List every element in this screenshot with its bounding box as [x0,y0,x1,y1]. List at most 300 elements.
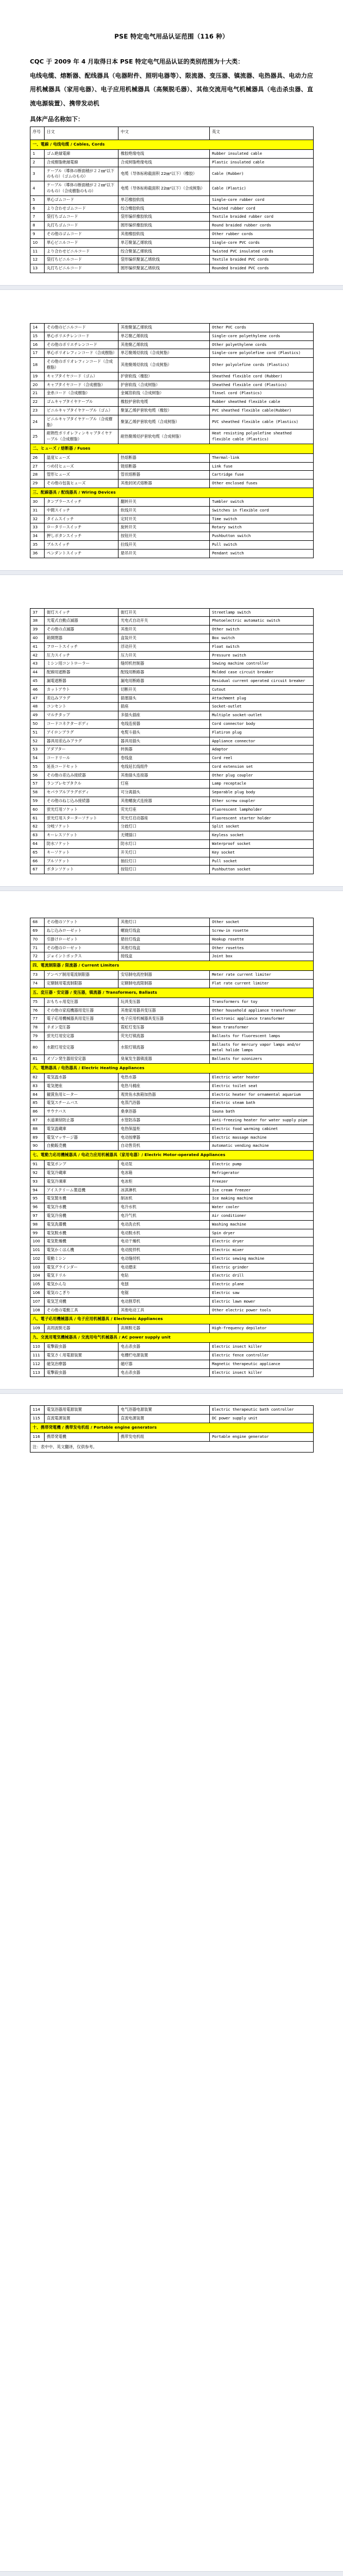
cell-chinese: 电动洗衣机 [119,1220,210,1229]
cell-english: Other household appliance transformer [210,1006,314,1015]
page-content [0,32,343,285]
cell-chinese: 定时开关 [119,515,210,523]
cell-chinese: 其他聚乙烯软线 [119,340,210,349]
cell-no: 28 [30,471,45,479]
table-row [30,1116,314,1125]
cell-english: Other polyolefine cords (Plastics) [210,358,314,372]
intro-paragraph-1: CQC 于 2009 年 4 月取得日本 PSE 特定电气用品认证的类别范围为十大类： [30,58,244,65]
cell-english: Transformers for toy [210,997,314,1006]
cell-japanese: 観賞魚用ヒーター [45,1090,119,1099]
page-content [0,1394,343,2571]
cell-no: 33 [30,523,45,532]
page-bottom-margin [30,273,313,285]
cell-no: 45 [30,677,45,685]
cell-english: Fluorescent starter holder [210,814,314,823]
cell-english: Other switch [210,626,314,634]
cell-chinese: 其他电动工具 [119,1306,210,1315]
table-row [30,372,314,381]
cell-chinese: 电线连接器 [119,719,210,728]
cell-japanese: 蛍光灯用スターターソケット [45,814,119,823]
cell-english: Other rosettes [210,944,314,952]
category-header-row [30,140,314,150]
cell-english: Switches in flexible cord [210,506,314,515]
cell-chinese: 荧光灯座 [119,805,210,814]
cell-no: 103 [30,1263,45,1272]
cell-chinese: 盒装开关 [119,634,210,642]
cell-no: 56 [30,771,45,780]
table-row [30,668,314,677]
cell-chinese: 制冰机 [119,1195,210,1203]
cell-japanese: 丸打ちゴムコード [45,222,119,230]
table-row [30,703,314,711]
cell-japanese: 電気製氷機 [45,1195,119,1203]
cell-no: 47 [30,694,45,703]
cell-japanese: 電動ミシン [45,1254,119,1263]
cell-no: 8 [30,222,45,230]
cell-no: 101 [30,1246,45,1255]
cell-japanese: タイムスイッチ [45,515,119,523]
cell-chinese: 电热马桶座 [119,1082,210,1090]
cell-no: 9 [30,230,45,238]
cell-no: 64 [30,840,45,849]
cell-no: 44 [30,668,45,677]
cell-japanese: その他の差込み接続器 [45,771,119,780]
cell-no: 105 [30,1280,45,1289]
cell-english: Twisted PVC insulated cords [210,247,314,256]
cell-japanese: アイロンプラグ [45,728,119,737]
cell-japanese: 分岐ソケット [45,823,119,831]
cell-no: 90 [30,1142,45,1151]
cell-english: Electric sewing machine [210,1254,314,1263]
table-row [30,831,314,840]
cell-english: Freezer [210,1177,314,1186]
cell-english: Other screw coupler [210,797,314,806]
cell-english: Other PVC cords [210,323,314,332]
cell-chinese: 单芯橡胶软线 [119,195,210,204]
cell-no: 102 [30,1254,45,1263]
cell-japanese: セパラブルプラグボディ [45,788,119,797]
cell-chinese: 浮动开关 [119,642,210,651]
cell-chinese: 橡胶护套软电缆 [119,398,210,407]
table-row [30,1297,314,1306]
cell-no: 4 [30,181,45,196]
cell-chinese: 其他封闭式熔断器 [119,479,210,488]
cell-japanese: 電気冷蔵庫 [45,1169,119,1177]
cell-english: Sauna bath [210,1108,314,1116]
cell-japanese: 直流電源装置 [45,1415,119,1423]
cell-chinese: 定额制电流限制器 [119,979,210,988]
table-row [30,1024,314,1032]
cell-english: Other polyethylene cords [210,340,314,349]
cell-japanese: 耐熱性ポリオレフィンキャブタイヤケーブル（合成樹脂） [45,430,119,444]
cell-chinese: 高频脱毛器 [119,1324,210,1333]
cell-no: 98 [30,1220,45,1229]
document-page [0,575,343,887]
cell-no: 19 [30,372,45,381]
cell-english: Cartridge fuse [210,471,314,479]
table-row [30,762,314,771]
cell-japanese: ねじ込みローゼット [45,927,119,936]
cell-japanese: 電気温蔵庫 [45,1125,119,1133]
cell-chinese: 水银灯镇流器 [119,1040,210,1055]
cell-english: Cable (Rubber) [210,167,314,181]
column-header-jp: 日文 [45,127,119,140]
cell-english: Single-core PVC cords [210,238,314,247]
table-row [30,608,314,617]
cell-english: Float switch [210,642,314,651]
cell-english: Ballasts for ozonizers [210,1055,314,1064]
cell-english: Ballasts for mercury vapor lamps and/or metal halide lamps [210,1040,314,1055]
cell-english: Sheathed flexible cord (Rubber) [210,372,314,381]
cell-no: 48 [30,703,45,711]
table-row [30,1351,314,1360]
cell-japanese: 高周波脱毛器 [45,1324,119,1333]
cell-english: Molded case circuit breaker [210,668,314,677]
cell-no: 83 [30,1082,45,1090]
category-label: 四、電流制限器 / 限流器 / Current Limiters [30,961,314,971]
table-row [30,247,314,256]
table-row [30,780,314,788]
cell-english: Screw-in rosette [210,927,314,936]
cell-no: 92 [30,1169,45,1177]
cell-no: 85 [30,1099,45,1108]
cell-no: 16 [30,340,45,349]
cell-english: Electric lawn mower [210,1297,314,1306]
table-row [30,515,314,523]
category-label: 六、電熱器具 / 电热器具 / Electric Heating Appliances [30,1064,314,1074]
cell-chinese: 按钮开关 [119,532,210,541]
table-row [30,1082,314,1090]
cell-japanese: 箱開閉器 [45,634,119,642]
table-row [30,626,314,634]
cell-chinese: 螺旋灯线盒 [119,927,210,936]
cell-english: Electric drill [210,1272,314,1280]
table-row [30,952,314,961]
table-row [30,1055,314,1064]
cell-japanese: 電子応用機械器具用変圧器 [45,1015,119,1024]
cell-chinese: 翻转开关 [119,497,210,506]
cell-chinese: 其他插头连接器 [119,771,210,780]
table-row [30,719,314,728]
cell-no: 12 [30,256,45,264]
cell-english: Ice making machine [210,1195,314,1203]
cell-english: Pushbutton switch [210,532,314,541]
cell-no: 95 [30,1195,45,1203]
page-content [0,576,343,887]
table-row [30,1368,314,1377]
cell-chinese: 电动泵 [119,1160,210,1169]
cell-chinese: 插塞插头 [119,694,210,703]
cell-japanese: 押しボタンスイッチ [45,532,119,541]
table-row [30,728,314,737]
cell-english: Pushbutton socket [210,866,314,874]
cell-no: 76 [30,1006,45,1015]
cell-english: Electronic appliance transformer [210,1015,314,1024]
cell-chinese: 电栅栏电源装置 [119,1351,210,1360]
cell-japanese: 電気スチームバス [45,1099,119,1108]
table-row [30,857,314,866]
cell-english: Plastic insulated cable [210,158,314,167]
cell-chinese: 器具用插头 [119,737,210,746]
cell-english: Tumbler switch [210,497,314,506]
cell-japanese: その他のソケット [45,918,119,927]
cell-japanese: ペンダントスイッチ [45,549,119,558]
cell-chinese: 直流电源装置 [119,1415,210,1423]
cell-no: 84 [30,1090,45,1099]
table-row [30,1169,314,1177]
table-row [30,195,314,204]
table-row [30,340,314,349]
page-top-margin [30,291,313,323]
table-row [30,685,314,694]
table-row [30,1133,314,1142]
cell-english: Single-core polyolefine cord (Plastics) [210,349,314,358]
table-row [30,1246,314,1255]
cell-no: 2 [30,158,45,167]
cell-chinese: 拉线开关 [119,540,210,549]
cell-no: 42 [30,651,45,660]
cell-japanese: その他のポリオレフィンコード（合成樹脂） [45,358,119,372]
table-row [30,471,314,479]
document-page [0,1394,343,2571]
cell-chinese: 桑拿浴器 [119,1108,210,1116]
cell-chinese: 电动脱水机 [119,1229,210,1238]
category-label: 七、電動力応用機械器具 / 电动力应用机械器具（家用电器）/ Electric Motor-operated Appliances [30,1151,314,1160]
category-header-row [30,1151,314,1160]
table-row [30,1160,314,1169]
table-row [30,918,314,927]
table-row [30,349,314,358]
table-row [30,979,314,988]
cell-no: 7 [30,213,45,222]
cell-english: Neon transformer [210,1024,314,1032]
table-row [30,381,314,389]
cell-no: 21 [30,389,45,398]
table-row [30,1263,314,1272]
cell-english: Washing machine [210,1220,314,1229]
cell-no: 68 [30,918,45,927]
cell-japanese: 配線用遮断器 [45,668,119,677]
cell-japanese: ボタンソケット [45,866,119,874]
cell-japanese: 電気冷房機 [45,1211,119,1220]
cell-no: 69 [30,927,45,936]
table-row [30,805,314,814]
cell-chinese: 电动干燥机 [119,1238,210,1246]
cell-chinese: 按钮灯口 [119,866,210,874]
cell-no: 51 [30,728,45,737]
cell-no: 110 [30,1343,45,1352]
cell-chinese: 电缆（导体标称截面积 22㎜²以下）（橡胶） [119,167,210,181]
cell-japanese: 蛍光灯用ソケット [45,805,119,814]
cell-no: 38 [30,617,45,626]
cell-no: 89 [30,1133,45,1142]
cell-english: PVC sheathed flexible cable(Rubber) [210,406,314,415]
cell-english: Water cooler [210,1203,314,1212]
cell-no: 31 [30,506,45,515]
cell-english: Single-core polyethylene cords [210,332,314,340]
table-row [30,1229,314,1238]
cell-chinese: 配线用断路器 [119,668,210,677]
cell-chinese: 冰淇淋机 [119,1186,210,1195]
table-row [30,204,314,213]
table-row [30,238,314,247]
page-top-margin [30,576,313,608]
cell-chinese: 电气浴器电源装置 [119,1406,210,1415]
cell-english: Electric dryer [210,1238,314,1246]
table-row [30,1195,314,1203]
cell-japanese: 自動販売機 [45,1142,119,1151]
cell-no: 57 [30,780,45,788]
column-header-no: 序号 [30,127,45,140]
cell-english: Electric massage machine [210,1133,314,1142]
page-bottom-margin [30,558,313,570]
table-row [30,1177,314,1186]
cell-no: 24 [30,415,45,430]
cell-chinese: 臭氧发生器镇流器 [119,1055,210,1064]
table-row [30,1090,314,1099]
cell-japanese: 単心ポリオレフィンコード（合成樹脂） [45,349,119,358]
cell-japanese: 電気便座 [45,1082,119,1090]
table-row [30,694,314,703]
table-row [30,634,314,642]
table-row [30,167,314,181]
cell-chinese: 绞合橡胶软线 [119,204,210,213]
cell-chinese: 电刨 [119,1280,210,1289]
cell-japanese: マルチタップ [45,711,119,720]
cell-no: 88 [30,1125,45,1133]
cell-no: 111 [30,1351,45,1360]
cell-chinese: 金属箔软线（合成树脂） [119,389,210,398]
cell-english: Lamp receptacle [210,780,314,788]
cell-chinese: 电冰柜 [119,1177,210,1186]
cell-no: 26 [30,453,45,462]
cell-english: Textile braided rubber cord [210,213,314,222]
category-header-row [30,1423,314,1432]
cell-japanese: 延長コードセット [45,762,119,771]
cell-english: Socket-outlet [210,703,314,711]
cell-no: 17 [30,349,45,358]
cell-japanese: 差込みプラグ [45,694,119,703]
cell-japanese: 電気かんな [45,1280,119,1289]
cell-no: 91 [30,1160,45,1169]
cell-no: 30 [30,497,45,506]
cell-japanese: 圧力スイッチ [45,651,119,660]
table-row [30,1074,314,1082]
cell-japanese: 単心ポリエチレンコード [45,332,119,340]
table-row [30,927,314,936]
cell-no: 106 [30,1289,45,1298]
cell-chinese: 电冷气机 [119,1211,210,1220]
cell-japanese: プルスイッチ [45,540,119,549]
cell-english: Cable (Plastic) [210,181,314,196]
cell-no: 13 [30,264,45,273]
cell-japanese: 電気洗濯機 [45,1220,119,1229]
table-row [30,523,314,532]
table-row [30,1360,314,1368]
cell-english: Keyless socket [210,831,314,840]
cell-chinese: 链熔断器 [119,462,210,471]
cell-chinese: 其他螺旋式连接器 [119,797,210,806]
cell-english: Joint box [210,952,314,961]
cell-japanese: 袋打ちビニルコード [45,256,119,264]
table-row [30,754,314,763]
cell-english: Cord connector body [210,719,314,728]
cell-english: Hookup rosette [210,935,314,944]
cell-chinese: 灯座 [119,780,210,788]
cell-japanese: アンペア制用電流制限器 [45,971,119,980]
cell-no: 73 [30,971,45,980]
cell-japanese: 防水ソケット [45,840,119,849]
cell-chinese: 电击杀虫器 [119,1368,210,1377]
cell-japanese: 蛍光灯用安定器 [45,1032,119,1040]
cell-japanese: その他の電動工具 [45,1306,119,1315]
table-row [30,814,314,823]
cell-japanese: サウナバス [45,1108,119,1116]
cell-chinese: 无键插口 [119,831,210,840]
cell-english: Automatic vending machine [210,1142,314,1151]
cell-english: Flatiron plug [210,728,314,737]
cell-chinese: 卷线盘 [119,754,210,763]
cell-no: 63 [30,831,45,840]
cell-no: 29 [30,479,45,488]
cell-japanese: 電気芝刈機 [45,1297,119,1306]
cell-japanese: アダプター [45,746,119,754]
cell-english: Pull socket [210,857,314,866]
column-header-en: 英文 [210,127,314,140]
cell-japanese: ビニルキャブタイヤケーブル（合成樹脂） [45,415,119,430]
cell-no: 78 [30,1024,45,1032]
cell-no: 107 [30,1297,45,1306]
cell-japanese: キャブタイヤコード（合成樹脂） [45,381,119,389]
cell-japanese: その他のねじ込み接続器 [45,797,119,806]
cell-english: Photoelectric automatic switch [210,617,314,626]
cell-chinese: 切断开关 [119,685,210,694]
cell-no: 32 [30,515,45,523]
table-row [30,944,314,952]
cell-japanese: 街灯スイッチ [45,608,119,617]
table-row [30,1289,314,1298]
cell-english: DC power supply unit [210,1415,314,1423]
cell-no: 11 [30,247,45,256]
cell-no: 6 [30,204,45,213]
cell-no: 37 [30,608,45,617]
cell-chinese: 电热保温柜 [119,1125,210,1133]
cell-japanese: 袋打ちゴムコード [45,213,119,222]
cell-english: Attachment plug [210,694,314,703]
product-table [30,127,314,273]
cell-no: 23 [30,406,45,415]
cell-no: 5 [30,195,45,204]
document-page [0,891,343,1389]
category-label: 五、変圧器・安定器 / 变压器，镇流器 / Transformers, Ballasts [30,988,314,997]
cell-english: Pressure switch [210,651,314,660]
cell-english: Pull switch [210,540,314,549]
cell-no: 79 [30,1032,45,1040]
cell-chinese: 其他家用器具变压器 [119,1006,210,1015]
cell-english: Rubber sheathed flexible cable [210,398,314,407]
table-row [30,540,314,549]
cell-no: 25 [30,430,45,444]
cell-chinese: 携带发电机组 [119,1432,210,1441]
cell-english: Other socket [210,918,314,927]
cell-chinese: 合成树脂绝缘电线 [119,158,210,167]
page-bottom-margin [30,874,313,886]
table-row [30,1272,314,1280]
table-row [30,332,314,340]
cell-english: Electric insect killer [210,1368,314,1377]
document-page [0,0,343,285]
cell-english: Fluorescent lampholder [210,805,314,814]
